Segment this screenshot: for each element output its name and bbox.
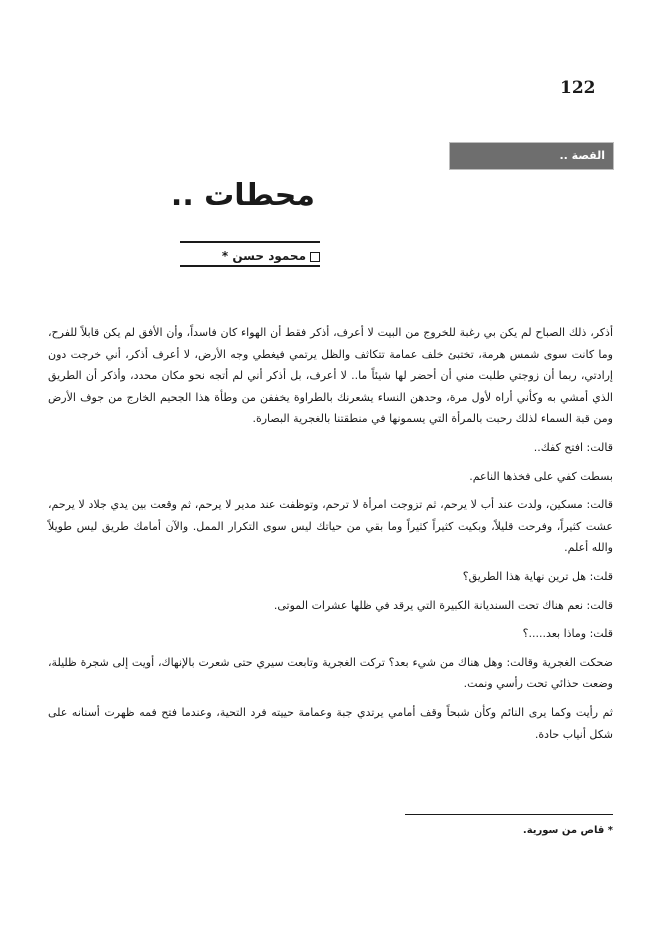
paragraph: بسطت كفي على فخذها الناعم.: [469, 469, 613, 483]
footnote-divider: [405, 814, 613, 815]
square-bullet-icon: [310, 252, 320, 262]
story-body: [48, 322, 613, 752]
paragraph: قلت: هل ترين نهاية هذا الطريق؟: [462, 569, 613, 583]
paragraph: ثم رأيت وكما يرى النائم وكأن شبحاً وقف أمامي يرتدي جبة وعمامة حييته فرد التحية، وعندما فتح فمه ظهرت أسنانه على شكل أنياب حادة.: [48, 705, 613, 741]
paragraph: قالت: مسكين، ولدت عند أب لا يرحم، ثم تزوجت امرأة لا ترحم، وتوظفت عند مدير لا يرحم، ثم وقعت بين يدي جلاد لا يرحم، عشت كثيراً، وفرحت قليلاً، وبكيت كثيراً كثيراً وما بقي من حياتك ليس سوى التكرار الممل. والآن أمامك طريق ليس طويلاً والله أعلم.: [48, 498, 613, 555]
story-title: محطات ..: [170, 178, 315, 213]
author-name: محمود حسن *: [221, 249, 306, 263]
section-label: القصة ..: [450, 143, 613, 169]
page-number: 122: [560, 78, 596, 98]
paragraph: أذكر، ذلك الصباح لم يكن بي رغبة للخروج من البيت لا أعرف، أذكر فقط أن الهواء كان فاسداً، وأن الأفق لم يكن قابلاً للفرح، وما كانت سوى شمس هرمة، تختبئ خلف عمامة تتكاثف والظل يرتمي فيغطي وجه الأرض، لا أعرف أذكر، أني خرجت دون إرادتي، ربما أن زوجتي طلبت مني أن أحضر لها شيئاً ما.. لا أعرف، بل أذكر أني لم أتجه نحو مكان محدد، وأذكر أن الطريق الذي أمشي به وكأني أراه لأول مرة، وحدهن النساء يشعرنك بالطراوة يخففن من وطأة هذا الجحيم الخارج من جوف الأرض ومن قبة السماء لذلك رحبت بالمرأة التي يسمونها في منطقتنا بالغجرية البصارة.: [48, 326, 613, 426]
author-line: [180, 241, 320, 267]
paragraph: ضحكت الغجرية وقالت: وهل هناك من شيء بعد؟ تركت الغجرية وتابعت سيري حتى شعرت بالإنهاك، أويت إلى شجرة ظليلة، وضعت حذائي تحت رأسي ونمت.: [48, 655, 613, 691]
paragraph: قلت: وماذا بعد.....؟: [522, 627, 613, 641]
footnote: * قاص من سورية.: [522, 825, 613, 836]
paragraph: قالت: افتح كفك..: [533, 440, 613, 454]
paragraph: قالت: نعم هناك تحت السنديانة الكبيرة التي يرقد في ظلها عشرات الموتى.: [273, 598, 613, 612]
